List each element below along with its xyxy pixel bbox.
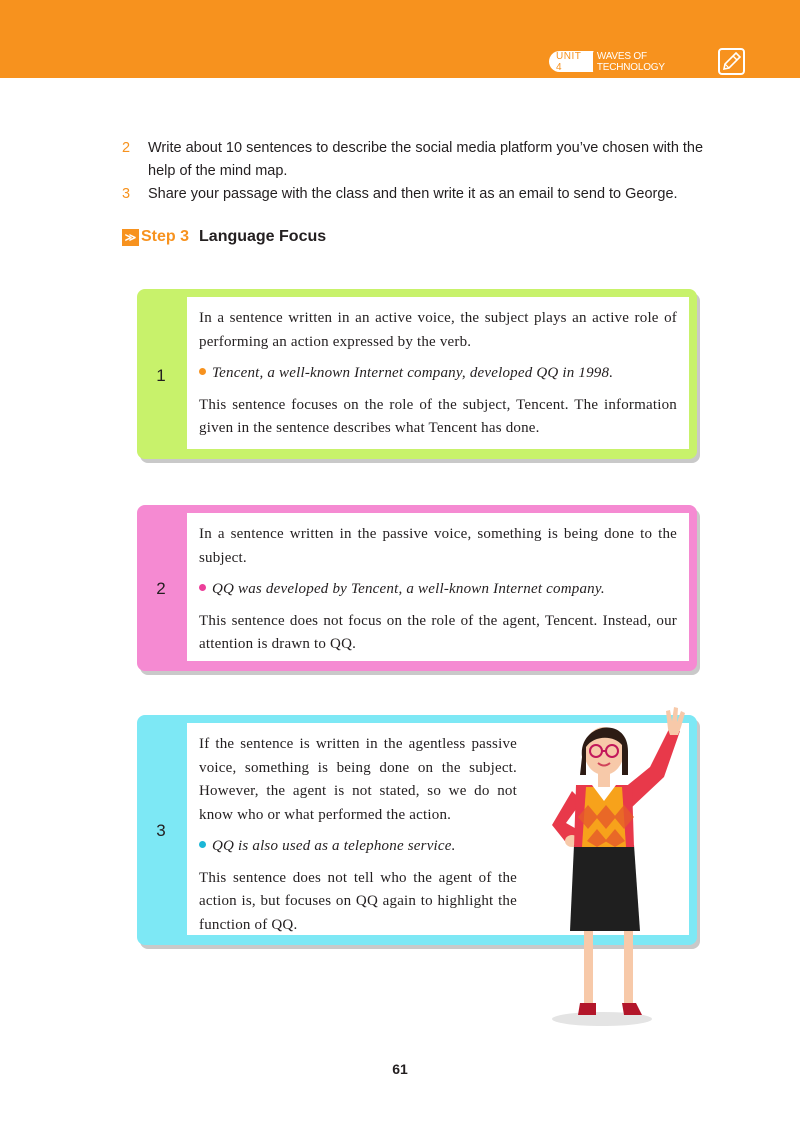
bullet-dot-icon bbox=[199, 841, 206, 848]
box-number: 3 bbox=[156, 821, 166, 840]
box-example: QQ was developed by Tencent, a well-known Internet company. bbox=[212, 581, 605, 597]
box-example-line bbox=[199, 835, 517, 859]
double-chevron-icon: ≫ bbox=[122, 229, 139, 246]
box-explanation: This sentence does not focus on the role of the agent, Tencent. Instead, our attention is drawn to QQ. bbox=[199, 612, 677, 652]
unit-label: UNIT 4 bbox=[556, 50, 582, 73]
step-heading bbox=[122, 228, 326, 246]
box-example: Tencent, a well-known Internet company, developed QQ in 1998. bbox=[212, 365, 614, 381]
box-content bbox=[187, 513, 689, 661]
bullet-dot-icon bbox=[199, 584, 206, 591]
box-example: QQ is also used as a telephone service. bbox=[212, 838, 456, 854]
teacher-illustration bbox=[530, 705, 700, 1030]
page-number: 61 bbox=[392, 1061, 408, 1077]
box-example-line bbox=[199, 362, 677, 386]
task-text: Write about 10 sentences to describe the social media platform you’ve chosen with the help of the mind map. bbox=[148, 140, 704, 179]
language-focus-box-1 bbox=[137, 289, 697, 459]
box-number: 2 bbox=[156, 579, 166, 598]
box-definition: In a sentence written in an active voice, the subject plays an active role of performing an action expressed by the verb. bbox=[199, 310, 677, 350]
box-definition: If the sentence is written in the agentless passive voice, something is being done on the subject. However, the agent is not stated, so we do not know who or what performed the action. bbox=[199, 736, 517, 823]
task-number: 2 bbox=[122, 140, 131, 156]
box-number: 1 bbox=[156, 366, 166, 385]
step-label: Step 3 bbox=[141, 228, 190, 245]
pen-icon bbox=[718, 48, 745, 75]
step-title: Language Focus bbox=[199, 228, 327, 245]
box-example-line bbox=[199, 578, 677, 602]
task-item bbox=[122, 183, 732, 206]
task-item bbox=[122, 137, 732, 183]
box-content bbox=[187, 297, 689, 449]
language-focus-box-2 bbox=[137, 505, 697, 671]
task-list bbox=[122, 137, 732, 206]
unit-title: WAVES OF TECHNOLOGY bbox=[593, 50, 712, 74]
header-bar bbox=[0, 0, 800, 78]
bullet-dot-icon bbox=[199, 368, 206, 375]
box-explanation: This sentence does not tell who the agent of the action is, but focuses on QQ again to highlight the function of QQ. bbox=[199, 869, 517, 933]
task-text: Share your passage with the class and then write it as an email to send to George. bbox=[148, 186, 678, 202]
unit-tag bbox=[549, 51, 712, 72]
box-explanation: This sentence focuses on the role of the subject, Tencent. The information given in the sentence describes what Tencent has done. bbox=[199, 396, 677, 436]
box-definition: In a sentence written in the passive voice, something is being done to the subject. bbox=[199, 526, 677, 566]
task-number: 3 bbox=[122, 186, 131, 202]
